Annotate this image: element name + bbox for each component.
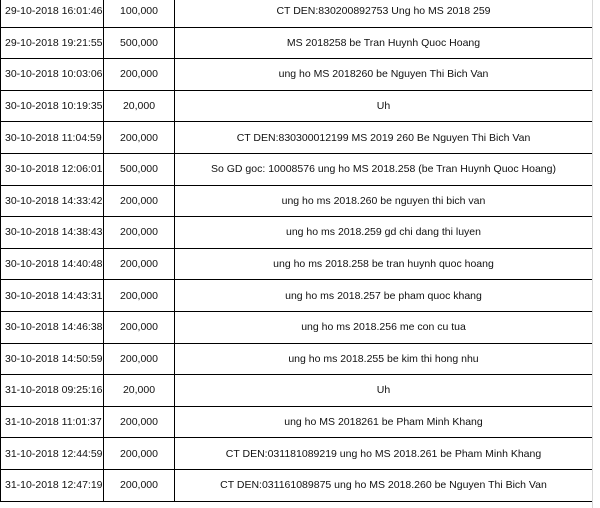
datetime-cell: 30-10-2018 14:40:48 bbox=[1, 248, 104, 280]
table-row bbox=[1, 311, 593, 343]
amount-cell: 500,000 bbox=[104, 153, 175, 185]
description-cell: ung ho ms 2018.256 me con cu tua bbox=[175, 311, 593, 343]
table-row bbox=[1, 280, 593, 312]
description-cell: CT DEN:830300012199 MS 2019 260 Be Nguyen Thi Bich Van bbox=[175, 122, 593, 154]
amount-cell: 200,000 bbox=[104, 438, 175, 470]
amount-cell: 200,000 bbox=[104, 185, 175, 217]
amount-cell: 200,000 bbox=[104, 59, 175, 91]
amount-cell: 20,000 bbox=[104, 375, 175, 407]
amount-cell: 200,000 bbox=[104, 343, 175, 375]
datetime-cell: 29-10-2018 19:21:55 bbox=[1, 27, 104, 59]
table-row bbox=[1, 153, 593, 185]
table-row bbox=[1, 248, 593, 280]
datetime-cell: 30-10-2018 14:38:43 bbox=[1, 217, 104, 249]
amount-cell: 500,000 bbox=[104, 27, 175, 59]
description-cell: Uh bbox=[175, 90, 593, 122]
datetime-cell: 29-10-2018 16:01:46 bbox=[1, 0, 104, 27]
datetime-cell: 31-10-2018 12:44:59 bbox=[1, 438, 104, 470]
description-cell: ung ho ms 2018.260 be nguyen thi bich van bbox=[175, 185, 593, 217]
amount-cell: 200,000 bbox=[104, 122, 175, 154]
amount-cell: 200,000 bbox=[104, 311, 175, 343]
amount-cell: 200,000 bbox=[104, 280, 175, 312]
description-cell: So GD goc: 10008576 ung ho MS 2018.258 (be Tran Huynh Quoc Hoang) bbox=[175, 153, 593, 185]
table-row bbox=[1, 406, 593, 438]
description-cell: CT DEN:031161089875 ung ho MS 2018.260 be Nguyen Thi Bich Van bbox=[175, 469, 593, 501]
table-row bbox=[1, 0, 593, 27]
description-cell: Uh bbox=[175, 375, 593, 407]
table-row bbox=[1, 375, 593, 407]
table-row bbox=[1, 343, 593, 375]
amount-cell: 200,000 bbox=[104, 248, 175, 280]
datetime-cell: 31-10-2018 12:47:19 bbox=[1, 469, 104, 501]
datetime-cell: 30-10-2018 10:03:06 bbox=[1, 59, 104, 91]
table-row bbox=[1, 438, 593, 470]
right-edge-strip bbox=[592, 0, 600, 508]
amount-cell: 200,000 bbox=[104, 469, 175, 501]
datetime-cell: 30-10-2018 10:19:35 bbox=[1, 90, 104, 122]
description-cell: MS 2018258 be Tran Huynh Quoc Hoang bbox=[175, 27, 593, 59]
datetime-cell: 31-10-2018 09:25:16 bbox=[1, 375, 104, 407]
datetime-cell: 30-10-2018 14:46:38 bbox=[1, 311, 104, 343]
table-row bbox=[1, 469, 593, 501]
description-cell: ung ho ms 2018.255 be kim thi hong nhu bbox=[175, 343, 593, 375]
description-cell: CT DEN:830200892753 Ung ho MS 2018 259 bbox=[175, 0, 593, 27]
amount-cell: 20,000 bbox=[104, 90, 175, 122]
description-cell: CT DEN:031181089219 ung ho MS 2018.261 be Pham Minh Khang bbox=[175, 438, 593, 470]
transaction-rows bbox=[1, 0, 593, 501]
datetime-cell: 30-10-2018 14:33:42 bbox=[1, 185, 104, 217]
table-row bbox=[1, 27, 593, 59]
table-row bbox=[1, 59, 593, 91]
amount-cell: 100,000 bbox=[104, 0, 175, 27]
datetime-cell: 31-10-2018 11:01:37 bbox=[1, 406, 104, 438]
table-row bbox=[1, 185, 593, 217]
description-cell: ung ho ms 2018.259 gd chi dang thi luyen bbox=[175, 217, 593, 249]
amount-cell: 200,000 bbox=[104, 217, 175, 249]
amount-cell: 200,000 bbox=[104, 406, 175, 438]
table-row bbox=[1, 217, 593, 249]
table-row bbox=[1, 122, 593, 154]
description-cell: ung ho MS 2018260 be Nguyen Thi Bich Van bbox=[175, 59, 593, 91]
table-row bbox=[1, 90, 593, 122]
description-cell: ung ho MS 2018261 be Pham Minh Khang bbox=[175, 406, 593, 438]
description-cell: ung ho ms 2018.257 be pham quoc khang bbox=[175, 280, 593, 312]
datetime-cell: 30-10-2018 12:06:01 bbox=[1, 153, 104, 185]
datetime-cell: 30-10-2018 11:04:59 bbox=[1, 122, 104, 154]
description-cell: ung ho ms 2018.258 be tran huynh quoc hoang bbox=[175, 248, 593, 280]
datetime-cell: 30-10-2018 14:43:31 bbox=[1, 280, 104, 312]
datetime-cell: 30-10-2018 14:50:59 bbox=[1, 343, 104, 375]
